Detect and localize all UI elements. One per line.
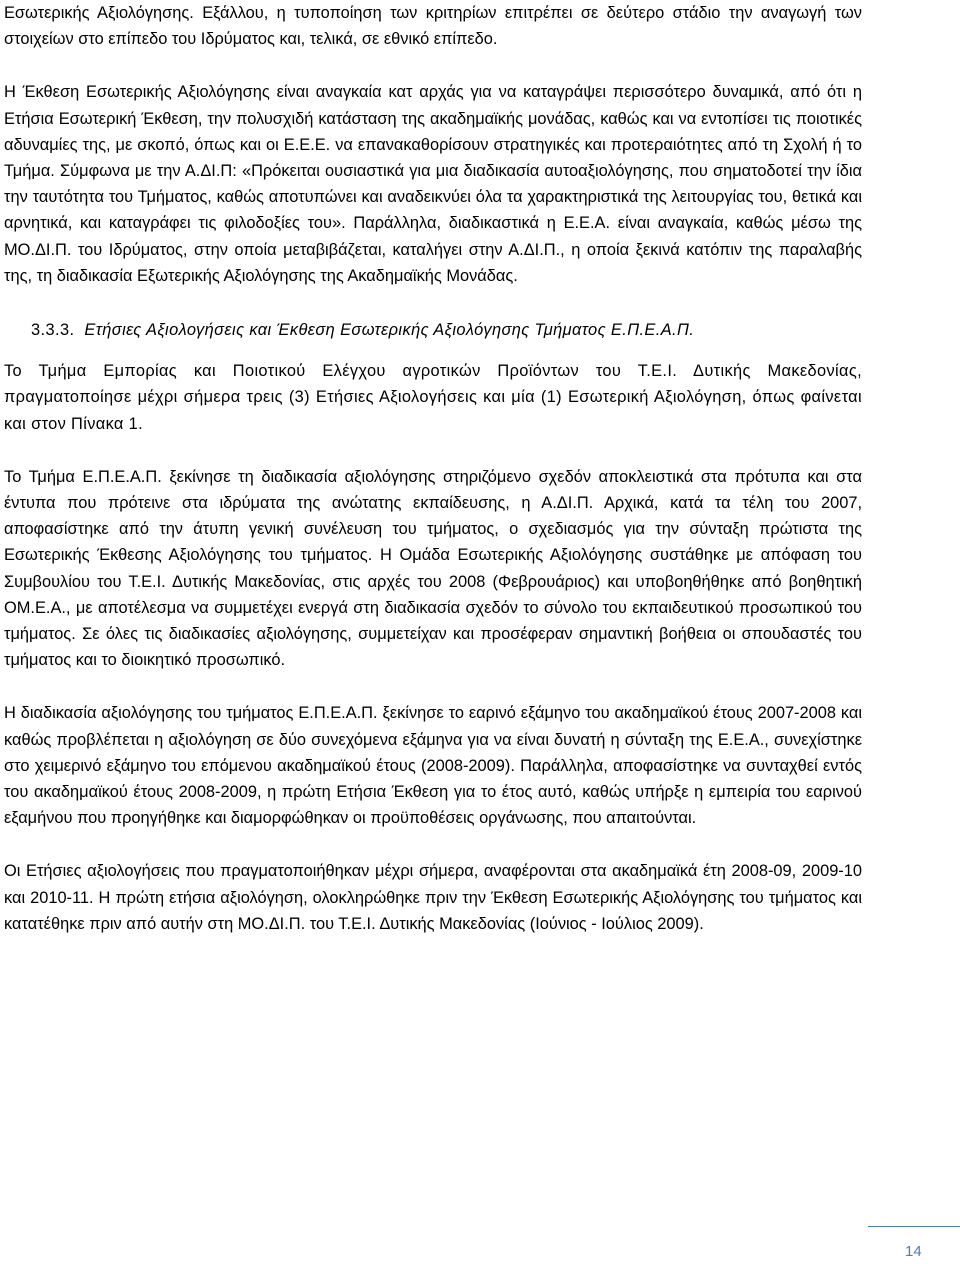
section-number: 3.3.3. (31, 321, 75, 340)
footer-divider (868, 1226, 960, 1227)
paragraph-department-evaluations: Το Τμήμα Εμπορίας και Ποιοτικού Ελέγχου αγροτικών Προϊόντων του Τ.Ε.Ι. Δυτικής Μακεδονίας, πραγματοποίησε μέχρι σήμερα τρεις (3) Ετήσιες Αξιολογήσεις και μία (1) Εσωτερική Αξιολόγηση, όπως φαίνεται και στον Πίνακα 1. (4, 362, 862, 433)
document-body (4, 0, 862, 937)
page-number: 14 (905, 1243, 922, 1260)
paragraph-intro-continuation: Εσωτερικής Αξιολόγησης. Εξάλλου, η τυποποίηση των κριτηρίων επιτρέπει σε δεύτερο στάδιο την αναγωγή των στοιχείων στο επίπεδο του Ιδρύματος και, τελικά, σε εθνικό επίπεδο. (4, 4, 862, 49)
paragraph-evaluation-timeline: Η διαδικασία αξιολόγησης του τμήματος Ε.Π.Ε.Α.Π. ξεκίνησε το εαρινό εξάμηνο του ακαδημαϊκού έτους 2007-2008 και καθώς προβλέπεται η αξιολόγηση σε δύο συνεχόμενα εξάμηνα για να είναι δυνατή η σύνταξη της Ε.Ε.Α., συνεχίστηκε στο χειμερινό εξάμηνο του επόμενου ακαδημαϊκού έτους (2008-2009). Παράλληλα, αποφασίστηκε να συνταχθεί εντός του ακαδημαϊκού έτους 2008-2009, η πρώτη Ετήσια Έκθεση για το έτος αυτό, καθώς υπήρξε η εμπειρία του εαρινού εξαμήνου που προηγήθηκε και διαμορφώθηκαν οι προϋποθέσεις οργάνωσης, που απαιτούνται. (4, 704, 862, 828)
paragraph-internal-evaluation-report: Η Έκθεση Εσωτερικής Αξιολόγησης είναι αναγκαία κατ αρχάς για να καταγράψει περισσότερο δυναμικά, από ότι η Ετήσια Εσωτερική Έκθεση, την πολυσχιδή κατάσταση της ακαδημαϊκής μονάδας, καθώς και να εντοπίσει τις ποιοτικές αδυναμίες της, με σκοπό, όπως και οι Ε.Ε.Ε. να επανακαθορίσουν στρατηγικές και προτεραιότητες από τη Σχολή ή το Τμήμα. Σύμφωνα με την Α.ΔΙ.Π: «Πρόκειται ουσιαστικά για μια διαδικασία αυτοαξιολόγησης, που σηματοδοτεί την ίδια την ταυτότητα του Τμήματος, καθώς αποτυπώνει και αναδεικνύει όλα τα χαρακτηριστικά της λειτουργίας του, θετικά και αρνητικά, και καταγράφει τις φιλοδοξίες του». Παράλληλα, διαδικαστικά η Ε.Ε.Α. είναι αναγκαία, καθώς μέσω της ΜΟ.ΔΙ.Π. του Ιδρύματος, στην οποία μεταβιβάζεται, καταλήγει στην Α.ΔΙ.Π., η οποία ξεκινά κατόπιν της παραλαβής της, τη διαδικασία Εξωτερικής Αξιολόγησης της Ακαδημαϊκής Μονάδας. (4, 83, 862, 285)
section-title: Ετήσιες Αξιολογήσεις και Έκθεση Εσωτερικής Αξιολόγησης Τμήματος Ε.Π.Ε.Α.Π. (84, 321, 695, 340)
paragraph-annual-evaluations: Οι Ετήσιες αξιολογήσεις που πραγματοποιήθηκαν μέχρι σήμερα, αναφέρονται στα ακαδημαϊκά έτη 2008-09, 2009-10 και 2010-11. Η πρώτη ετήσια αξιολόγηση, ολοκληρώθηκε πριν την Έκθεση Εσωτερικής Αξιολόγησης του τμήματος και κατατέθηκε πριν από αυτήν στη ΜΟ.ΔΙ.Π. του Τ.Ε.Ι. Δυτικής Μακεδονίας (Ιούνιος - Ιούλιος 2009). (4, 862, 862, 933)
paragraph-evaluation-process-start: Το Τμήμα Ε.Π.Ε.Α.Π. ξεκίνησε τη διαδικασία αξιολόγησης στηριζόμενο σχεδόν αποκλειστικά στα πρότυπα και στα έντυπα που πρότεινε στα ιδρύματα της ανώτατης εκπαίδευσης, η Α.ΔΙ.Π. Αρχικά, κατά τα τέλη του 2007, αποφασίστηκε από την άτυπη γενική συνέλευση του τμήματος, ο σχεδιασμός για την σύνταξη πρώτιστα της Εσωτερικής Έκθεσης Αξιολόγησης του τμήματος. Η Ομάδα Εσωτερικής Αξιολόγησης συστάθηκε με απόφαση του Συμβουλίου του Τ.Ε.Ι. Δυτικής Μακεδονίας, στις αρχές του 2008 (Φεβρουάριος) και υποβοηθήθηκε από βοηθητική ΟΜ.Ε.Α., με αποτέλεσμα να συμμετέχει ενεργά στη διαδικασία σχεδόν το σύνολο του εκπαιδευτικού προσωπικού του τμήματος. Σε όλες τις διαδικασίες αξιολόγησης, συμμετείχαν και προσέφεραν σημαντική βοήθεια οι σπουδαστές του τμήματος και το διοικητικό προσωπικό. (4, 467, 862, 670)
section-heading (4, 317, 862, 343)
